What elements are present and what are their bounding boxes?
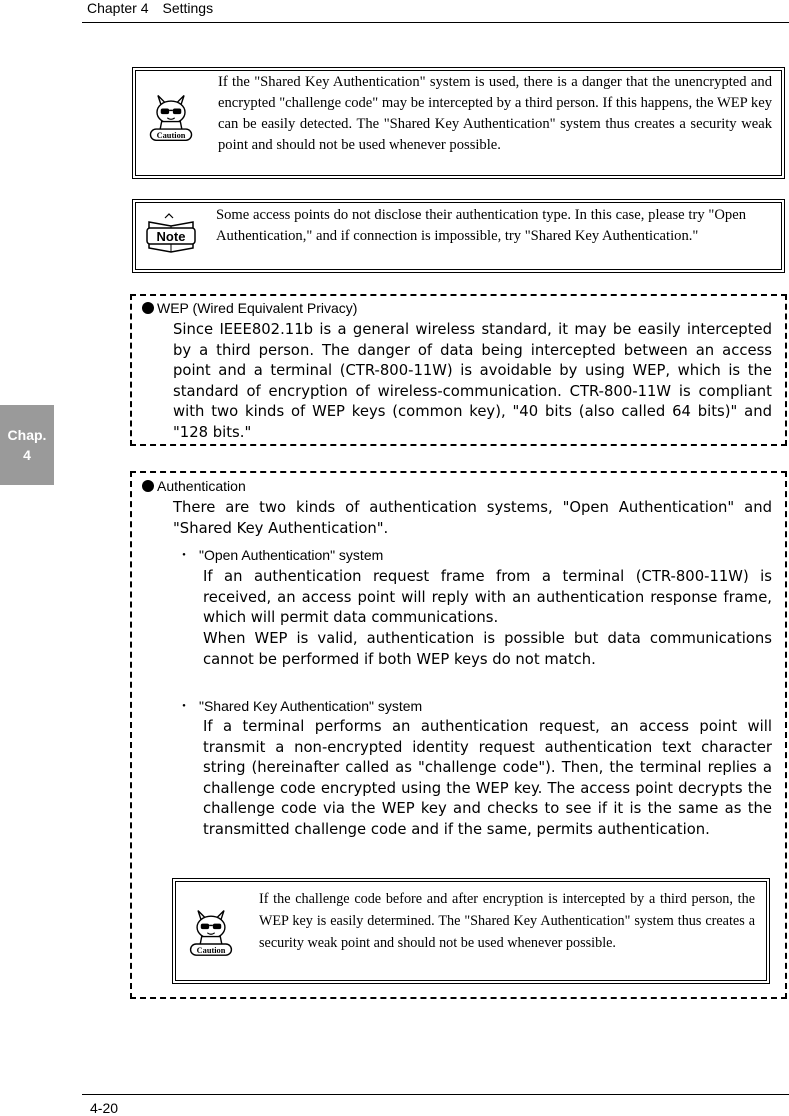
note-text: Some access points do not disclose their authentication type. In this case, please try "Open Authentication," and if connection is impossible, try "Shared Key Authentication." [216, 207, 746, 244]
chapter-title: Settings [162, 0, 214, 16]
authentication-section [130, 471, 787, 999]
note-book-icon [143, 212, 199, 256]
wep-title-text: WEP (Wired Equivalent Privacy) [157, 300, 358, 316]
caution-box [132, 67, 785, 179]
bullet-mark: ・ [177, 698, 191, 714]
auth-intro: There are two kinds of authentication systems, "Open Authentication" and "Shared Key Authentication". [173, 499, 772, 537]
auth-title [142, 478, 246, 494]
wep-body: Since IEEE802.11b is a general wireless standard, it may be easily intercepted by a third person. The danger of data being intercepted between an access point and a terminal (CTR-800-11W) is avoidable by using WEP, which is the standard of encryption of wireless-communication. CTR-800-11W is compliant with two kinds of WEP keys (common key), "40 bits (also called 64 bits)" and "128 bits." [173, 321, 772, 441]
note-box [132, 199, 785, 273]
open-auth-title-text: "Open Authentication" system [199, 547, 384, 563]
caution-icon-label: Caution [156, 130, 186, 140]
shared-auth-title [177, 698, 422, 714]
caution-cat-icon [143, 88, 199, 144]
page-header [87, 0, 213, 16]
chapter-tab [0, 405, 54, 485]
chapter-label: Chapter 4 [87, 0, 149, 16]
open-auth-title [177, 547, 383, 563]
open-auth-para-1: If an authentication request frame from a terminal (CTR-800-11W) is received, an access point will reply with an authentication response frame, which will permit data communications. [203, 568, 772, 626]
bullet-mark: ・ [177, 547, 191, 563]
chapter-tab-number: 4 [23, 447, 31, 463]
caution-inner-text: If the challenge code before and after encryption is intercepted by a third person, the WEP key is easily determined. The "Shared Key Authentication" system thus creates a security weak point and should not be used whenever possible. [259, 891, 755, 951]
header-rule [82, 22, 789, 23]
caution-box-inner [172, 878, 770, 984]
wep-title [142, 300, 357, 316]
wep-section [130, 294, 787, 446]
auth-title-text: Authentication [157, 478, 246, 494]
shared-auth-para: If a terminal performs an authentication request, an access point will transmit a non-encrypted identity request authentication text character string (hereinafter called as "challenge code"). Then, the terminal replies a challenge code encrypted using the WEP key. The access point decrypts the challenge code via the WEP key and checks to see if it is the same as the transmitted challenge code and if the same, permits authentication. [203, 718, 772, 838]
page-number: 4-20 [90, 1100, 119, 1116]
footer-rule [82, 1094, 789, 1095]
caution-text: If the "Shared Key Authentication" system is used, there is a danger that the unencrypted and encrypted "challenge code" may be intercepted by a third person. If this happens, the WEP key can be easily detected. The "Shared Key Authentication" system thus creates a security weak point and should not be used whenever possible. [218, 74, 772, 153]
note-icon-label: Note [156, 229, 186, 244]
chapter-tab-label: Chap. [7, 427, 47, 443]
shared-auth-title-text: "Shared Key Authentication" system [199, 698, 423, 714]
caution-icon-label: Caution [196, 945, 226, 955]
open-auth-para-2: When WEP is valid, authentication is possible but data communications cannot be performed if both WEP keys do not match. [203, 630, 772, 668]
bullet-dot-icon [142, 480, 154, 492]
bullet-dot-icon [142, 302, 154, 314]
caution-cat-icon [185, 903, 237, 959]
